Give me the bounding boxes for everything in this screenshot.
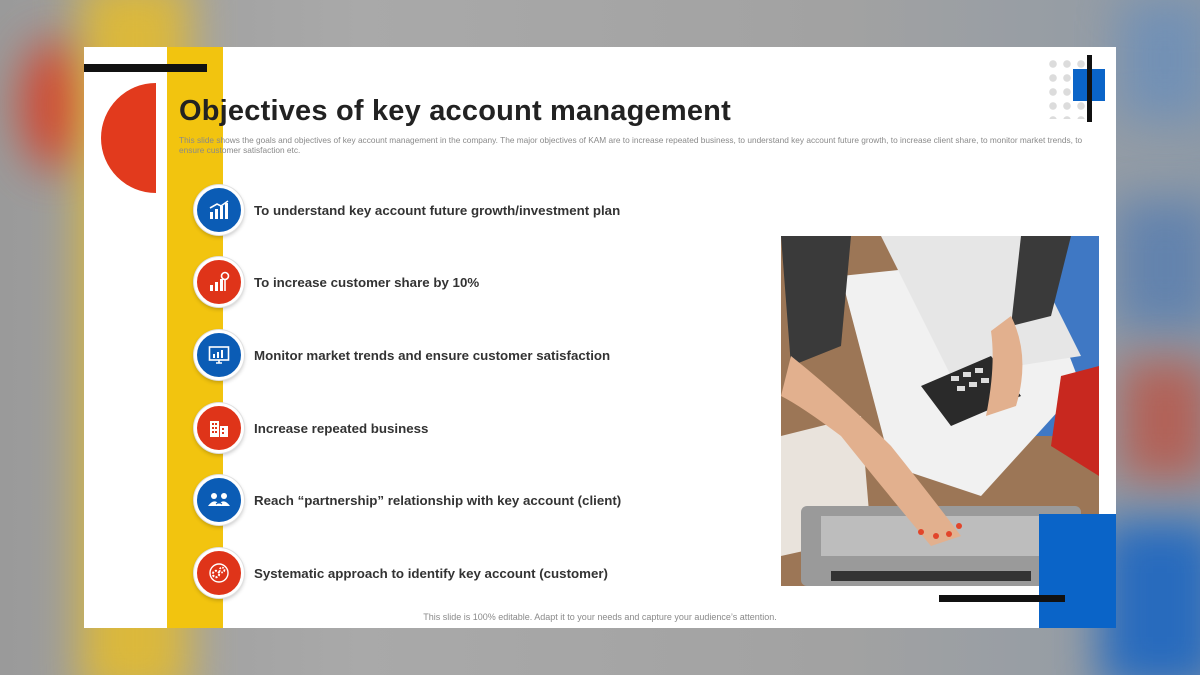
- search-chart-icon: [194, 257, 244, 307]
- objective-item: [194, 474, 621, 526]
- objective-item: [194, 184, 620, 236]
- objective-label: Increase repeated business: [254, 420, 429, 436]
- objective-label: Systematic approach to identify key account (customer): [254, 565, 608, 581]
- growth-chart-icon: [194, 185, 244, 235]
- objective-label: To understand key account future growth/investment plan: [254, 202, 621, 218]
- buildings-icon: [194, 403, 244, 453]
- gears-icon: [194, 548, 244, 598]
- objective-item: [194, 402, 428, 454]
- decor-vertical-line: [1087, 55, 1092, 122]
- slide: [84, 47, 1116, 628]
- decor-black-bar-bottom: [939, 595, 1065, 602]
- objective-item: [194, 256, 479, 308]
- people-icon: [194, 475, 244, 525]
- monitor-chart-icon: [194, 330, 244, 380]
- slide-title: Objectives of key account management: [179, 95, 731, 127]
- objective-label: To increase customer share by 10%: [254, 274, 480, 290]
- slide-footer: This slide is 100% editable. Adapt it to your needs and capture your audience’s attention.: [423, 612, 777, 622]
- slide-subtitle: This slide shows the goals and objectives of key account management in the company. The major objectives of KAM are to increase repeated business, to understand key account future growth, to increase client share, to monitor market trends, to ensure customer satisfaction etc.: [179, 135, 1083, 155]
- objective-item: [194, 547, 608, 599]
- objective-label: Reach “partnership” relationship with key account (client): [254, 492, 622, 508]
- decor-blue-block: [1039, 514, 1116, 628]
- decor-black-bar: [84, 64, 207, 72]
- objective-item: [194, 329, 610, 381]
- objective-label: Monitor market trends and ensure customer satisfaction: [254, 347, 611, 363]
